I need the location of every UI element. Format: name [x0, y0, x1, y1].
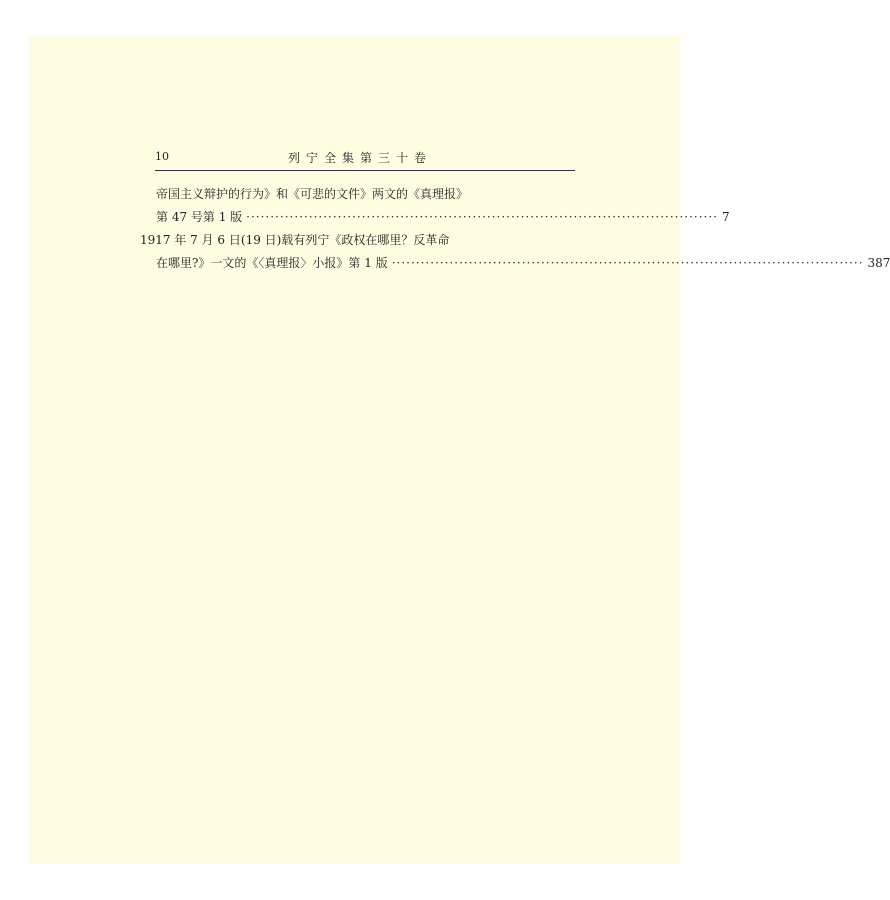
toc-entry-1-line-1 [140, 183, 580, 206]
toc-entry-text: 第 47 号第 1 版 [156, 210, 243, 224]
toc-entry-2-line-1 [140, 229, 580, 252]
toc-entry-text: 在哪里?》一文的《〈真理报〉小报》第 1 版 [156, 256, 388, 270]
illustration-list [140, 183, 890, 275]
leader-dots: ·································································································· [391, 256, 864, 270]
page-number: 10 [155, 150, 169, 163]
toc-entry-text: 1917 年 7 月 6 日(19 日)载有列宁《政权在哪里？反革命 [140, 233, 450, 247]
page-header [155, 148, 575, 171]
toc-page-number: 387 [867, 256, 890, 270]
toc-entry-1-line-2 [140, 206, 730, 229]
toc-page-number: 7 [722, 210, 730, 224]
toc-entry-2-line-2 [140, 252, 890, 275]
toc-entry-text: 帝国主义辩护的行为》和《可悲的文件》两文的《真理报》 [156, 187, 469, 201]
leader-dots: ·································································································· [246, 210, 718, 224]
running-title: 列宁全集第三十卷 [287, 151, 432, 165]
